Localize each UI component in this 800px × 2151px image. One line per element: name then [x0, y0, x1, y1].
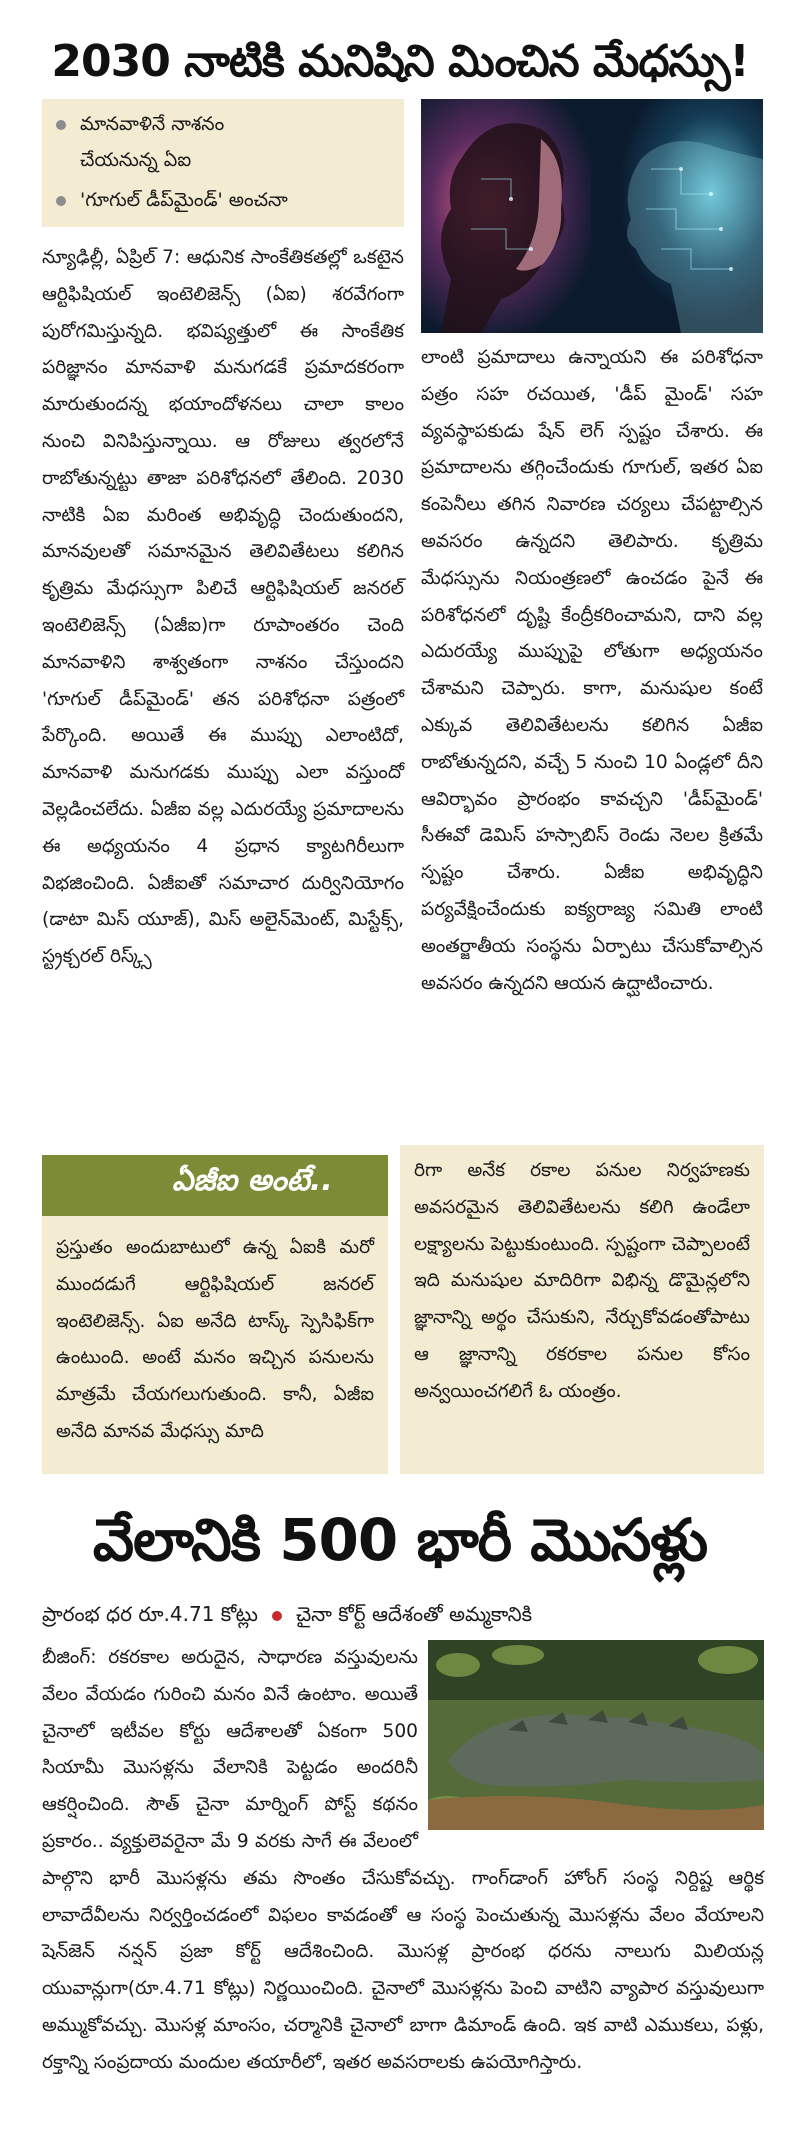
bullet-text: మానవాళినే నాశనం [80, 113, 225, 135]
article1-body-column2 [421, 340, 763, 1002]
article2-subhead [42, 1596, 764, 1632]
bullet-text: చేయనున్న ఏఐ [80, 149, 192, 171]
agi-heading: ఏజీఐ అంటే.. [172, 1163, 333, 1198]
ai-face-image [421, 99, 763, 333]
bullet-item [56, 105, 224, 143]
subhead-left: ప్రారంభ ధర రూ.4.71 కోట్లు [42, 1602, 258, 1626]
article1-headline: 2030 నాటికి మనిషిని మించిన మేధస్సు! [51, 36, 749, 87]
bullet-dot-icon [56, 120, 66, 130]
article1-paragraph: లాంటి ప్రమాదాలు ఉన్నాయని ఈ పరిశోధనా పత్రం సహ రచయిత, 'డీప్ మైండ్' సహ వ్యవస్థాపకుడు షేన్ లెగ్ స్పష్టం చేశారు. ఈ ప్రమాదాలను తగ్గించేందుకు గూగుల్, ఇతర ఏఐ కంపెనీలు తగిన నివారణ చర్యలు చేపట్టాల్సిన అవసరం ఉన్నదని తెలిపారు. కృత్రిమ మేధస్సును నియంత్రణలో ఉంచడం పైనే ఈ పరిశోధనలో దృష్టి కేంద్రీకరించామని, దాని వల్ల ఎదురయ్యే ముప్పుపై లోతుగా అధ్యయనం చేశామని చెప్పారు. కాగా, మనుషుల కంటే ఎక్కువ తెలివితేటలను కలిగిన ఏజీఐ రాబోతున్నదని, వచ్చే 5 నుంచి 10 ఏండ్లలో దీని ఆవిర్భావం ప్రారంభం కావచ్చని 'డీప్‌మైండ్' సీఈవో డెమిస్ హస్సాబిస్ రెండు నెలల క్రితమే స్పష్టం చేశారు. ఏజీఐ అభివృద్ధిని పర్యవేక్షించేందుకు ఐక్యరాజ్య సమితి లాంటి అంతర్జాతీయ సంస్థను ఏర్పాటు చేసుకోవాల్సిన అవసరం ఉన్నదని ఆయన ఉద్ఘాటించారు. [421, 347, 763, 994]
article2-headline: వేలానికి 500 భారీ మొసళ్లు [92, 1506, 708, 1574]
article1-bullets-box [42, 99, 404, 227]
article1-body-column1 [42, 240, 404, 976]
article2-paragraph: బీజింగ్: రకరకాల అరుదైన, సాధారణ వస్తువులను వేలం వేయడం గురించి మనం వినే ఉంటాం. అయితే చైనాలో ఇటీవల కోర్టు ఆదేశాలతో ఏకంగా 500 సియామీ మొసళ్లను వేలానికి పెట్టడం అందరినీ ఆకర్షించింది. సౌత్ చైనా మార్నింగ్ పోస్ట్ కథనం ప్రకారం.. వ్యక్తులెవరైనా మే 9 వరకు సాగే ఈ వేలంలో పాల్గొని భారీ మొసళ్లను తమ సొంతం చేసుకోవచ్చు. గాంగ్‌డాంగ్ హోంగ్ సంస్థ నిర్దిష్ట ఆర్థిక లావాదేవీలను నిర్వర్తించడంలో విఫలం కావడంతో ఆ సంస్థ పెంచుతున్న మొసళ్లను వేలం వేయాలని షెన్‌జెన్ నన్షన్ ప్రజా కోర్ట్ ఆదేశించింది. మొసళ్ల ప్రారంభ ధరను నాలుగు మిలియన్ల యువాన్లుగా(రూ.4.71 కోట్లు) నిర్ణయించింది. చైనాలో మొసళ్లను పెంచి వాటిని వ్యాపార వస్తువులుగా అమ్ముకోవచ్చు. మొసళ్ల మాంసం, చర్మానికి చైనాలో బాగా డిమాండ్ ఉంది. ఇక వాటి ఎముకలు, పళ్లు, రక్తాన్ని సంప్రదాయ మందుల తయారీలో, ఇతర అవసరాలకు ఉపయోగిస్తారు. [42, 1647, 764, 2073]
photo-wrap-spacer [418, 1640, 764, 1836]
bullet-item-continued [80, 141, 191, 179]
ai-face-illustration [421, 99, 763, 333]
agi-right-text: రిగా అనేక రకాల పనుల నిర్వహణకు అవసరమైన తెలివితేటలను కలిగి ఉండేలా లక్ష్యాలను పెట్టుకుంటుంది. స్పష్టంగా చెప్పాలంటే ఇది మనుషుల మాదిరిగా విభిన్న డొమైన్లలోని జ్ఞానాన్ని అర్థం చేసుకుని, నేర్చుకోవడంతోపాటు ఆ జ్ఞానాన్ని రకరకాల పనుల కోసం అన్వయించగలిగే ఓ యంత్రం. [414, 1160, 750, 1402]
subhead-right: చైనా కోర్ట్ ఆదేశంతో అమ్మకానికి [295, 1602, 533, 1626]
agi-box-right [400, 1145, 764, 1474]
subhead-dot-icon [272, 1611, 282, 1621]
agi-box-left [42, 1216, 388, 1474]
agi-box-header [42, 1155, 388, 1216]
bullet-dot-icon [56, 196, 66, 206]
bullet-item [56, 181, 288, 219]
article2-body [42, 1640, 764, 2082]
bullet-text: 'గూగుల్ డీప్‌మైండ్' అంచనా [80, 189, 288, 211]
article1-paragraph: న్యూఢిల్లీ, ఏప్రిల్ 7: ఆధునిక సాంకేతికతల్లో ఒకటైన ఆర్టిఫిషియల్ ఇంటెలిజెన్స్ (ఏఐ) శరవేగంగా పురోగమిస్తున్నది. భవిష్యత్తులో ఈ సాంకేతిక పరిజ్ఞానం మానవాళి మనుగడకే ప్రమాదకరంగా మారుతుందన్న భయాందోళనలు చాలా కాలం నుంచి వినిపిస్తున్నాయి. ఆ రోజులు త్వరలోనే రాబోతున్నట్టు తాజా పరిశోధనలో తేలింది. 2030 నాటికి ఏఐ మరింత అభివృద్ధి చెందుతుందని, మానవులతో సమానమైన తెలివితేటలు కలిగిన కృత్రిమ మేధస్సుగా పిలిచే ఆర్టిఫిషియల్ జనరల్ ఇంటెలిజెన్స్ (ఏజీఐ)గా రూపాంతరం చెంది మానవాళిని శాశ్వతంగా నాశనం చేస్తుందని 'గూగుల్ డీప్‌మైండ్' తన పరిశోధనా పత్రంలో పేర్కొంది. అయితే ఈ ముప్పు ఎలాంటిదో, మానవాళి మనుగడకు ముప్పు ఎలా వస్తుందో వెల్లడించలేదు. ఏజీఐ వల్ల ఎదురయ్యే ప్రమాదాలను ఈ అధ్యయనం 4 ప్రధాన క్యాటగిరీలుగా విభజించింది. ఏజీఐతో సమాచార దుర్వినియోగం (డాటా మిస్ యూజ్), మిస్ అలైన్‌మెంట్, మిస్టేక్స్, స్ట్రక్చరల్ రిస్క్స్ [42, 247, 404, 968]
agi-left-text: ప్రస్తుతం అందుబాటులో ఉన్న ఏఐకి మరో ముందడుగే ఆర్టిఫిషియల్ జనరల్ ఇంటెలిజెన్స్. ఏఐ అనేది టాస్క్ స్పెసిఫిక్‌గా ఉంటుంది. అంటే మనం ఇచ్చిన పనులను మాత్రమే చేయగలుగుతుంది. కానీ, ఏజీఐ అనేది మానవ మేధస్సు మాది [56, 1237, 374, 1442]
